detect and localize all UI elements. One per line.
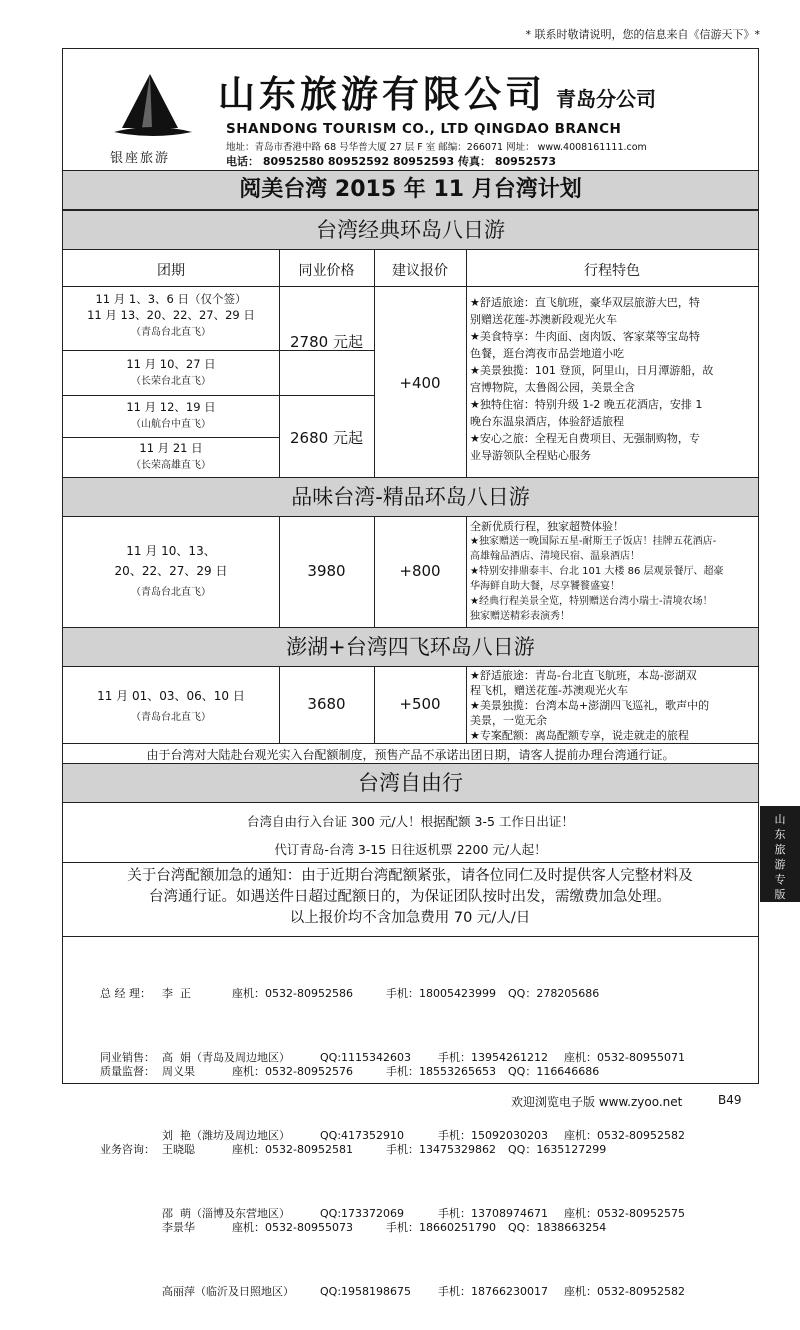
features-list-3: ★舒适旅途：青岛-台北直飞航班，本岛-澎湖双 程飞机，赠送花莲-苏澳观光火车 ★美景独揽：台湾本岛+澎湖四飞巡礼，歌声中的 美景，一览无余 ★专案配额：离岛配额专享，说走就走的旅程: [470, 669, 710, 742]
date-group-2: 11 月 10、27 日 （长荣台北直飞）: [126, 357, 216, 387]
header-trade-price: 同业价格: [298, 263, 355, 279]
quota-notice: 由于台湾对大陆赴台观光实入台配额制度，预售产品不承诺出团日期，请客人提前办理台湾通行证。: [146, 748, 675, 762]
contact-row: 高丽萍（临沂及日照地区） QQ:1958198675 手机：18766230017 座机：0532-80952582: [162, 1284, 685, 1298]
section2-trade-price: 3980: [307, 562, 346, 580]
trade-price-2: 2680 元起: [290, 429, 363, 447]
company-address: 地址：青岛市香港中路 68 号华普大厦 27 层 F 室 邮编：266071 网址： www.4008161111.com: [226, 142, 647, 153]
company-name: 山东旅游有限公司: [218, 72, 546, 116]
date-group-1: 11 月 1、3、6 日（仅个签） 11 月 13、20、22、27、29 日 （青岛台北直飞）: [87, 292, 255, 338]
side-tab: 山 东 旅 游 专 版: [760, 806, 800, 902]
header-suggested-price: 建议报价: [392, 263, 448, 279]
header-features: 行程特色: [584, 263, 640, 279]
features-list-1: ★舒适旅途：直飞航班，豪华双层旅游大巴，特 别赠送花莲-苏澳新段观光火车 ★美食特享：牛肉面、卤肉饭、客家菜等宝岛特 色餐，逛台湾夜市品尝地道小吃 ★美景独揽：101 登顶，阿里山，日月潭游船，故 宫博物院，太鲁阁公园，美景全含 ★独特住宿：特别升级 1-2 晚五花酒店，安排 1 晚台东温泉酒店，体验舒适旅程 ★安心之旅：全程无自费项目、无强制购物，专 业导游领队全程贴心服务: [470, 296, 714, 462]
free-travel-flight: 代订青岛-台湾 3-15 日往返机票 2200 元/人起！: [274, 842, 547, 857]
date-group-4: 11 月 21 日 （长荣高雄直飞）: [131, 441, 211, 471]
section1-title: 台湾经典环岛八日游: [63, 210, 758, 250]
sales-contacts: [86, 1003, 685, 1330]
section3-trade-price: 3680: [307, 695, 346, 713]
contact-row: 同业销售： 高 娟（青岛及周边地区） QQ:1115342603 手机：13954261212 座机：0532-80955071: [100, 1050, 685, 1064]
urgent-notice: 关于台湾配额加急的通知：由于近期台湾配额紧张，请各位同仁及时提供客人完整材料及 台湾通行证。如遇送件日超过配额日的，为保证团队按时出发，需缴费加急处理。 以上报价均不含加急费用 70 元/人/日: [127, 868, 693, 926]
free-travel-permit: 台湾自由行入台证 300 元/人！根据配额 3-5 工作日出证！: [247, 814, 574, 829]
header-dates: 团期: [157, 263, 185, 279]
company-english-name: SHANDONG TOURISM CO., LTD QINGDAO BRANCH: [226, 121, 622, 137]
section3-dates: 11 月 01、03、06、10 日 （青岛台北直飞）: [97, 689, 245, 723]
section4-title: 台湾自由行: [63, 763, 758, 803]
contact-row: 业务咨询： 王晓聪 座机：0532-80952581 手机：13475329862 QQ：1635127299: [100, 1142, 607, 1156]
section2-suggested-price: +800: [399, 562, 441, 580]
contact-row: 刘 艳（潍坊及周边地区） QQ:417352910 手机：15092030203 座机：0532-80952582: [162, 1128, 685, 1142]
footer-link[interactable]: 欢迎浏览电子版 www.zyoo.net: [511, 1095, 683, 1109]
trade-price-1: 2780 元起: [290, 333, 363, 351]
suggested-price-1: +400: [399, 374, 441, 392]
section3-title: 澎湖+台湾四飞环岛八日游: [63, 627, 758, 667]
company-phone: 电话： 80952580 80952592 80952593 传真： 80952573: [226, 155, 557, 168]
company-branch: 青岛分公司: [556, 87, 656, 111]
page-number: B49: [718, 1093, 742, 1107]
contact-row: 李景华 座机：0532-80955073 手机：18660251790 QQ：1838663254: [162, 1220, 607, 1234]
date-group-3: 11 月 12、19 日 （山航台中直飞）: [126, 400, 216, 430]
contact-row: 总 经 理： 李 正 座机：0532-80952586 手机：18005423999 QQ：278205686: [100, 986, 600, 1000]
contact-row: 邵 萌（淄博及东营地区） QQ:173372069 手机：13708974671 座机：0532-80952575: [162, 1206, 685, 1220]
contact-row: 质量监督： 周义果 座机：0532-80952576 手机：18553265653 QQ：116646686: [100, 1064, 600, 1078]
section2-title: 品味台湾-精品环岛八日游: [63, 477, 758, 517]
features-list-2: 全新优质行程，独家超赞体验！ ★独家赠送一晚国际五星-耐斯王子饭店！挂牌五花酒店- 高雄翰品酒店、清境民宿、温泉酒店！ ★特别安排鼎泰丰、台北 101 大楼 86 层观景餐厅、超豪 华海鲜自助大餐，尽享饕餮盛宴！ ★经典行程美景全览，特别赠送台湾小瑞士-清境农场！ 独家赠送精彩表演秀！: [470, 520, 724, 622]
page-title: 阅美台湾 2015 年 11 月台湾计划: [63, 170, 758, 210]
section2-dates: 11 月 10、13、 20、22、27、29 日 （青岛台北直飞）: [114, 544, 228, 598]
section3-suggested-price: +500: [399, 695, 441, 713]
logo-text: 银座旅游: [110, 151, 171, 166]
source-note: * 联系时敬请说明，您的信息来自《信游天下》*: [525, 28, 760, 41]
